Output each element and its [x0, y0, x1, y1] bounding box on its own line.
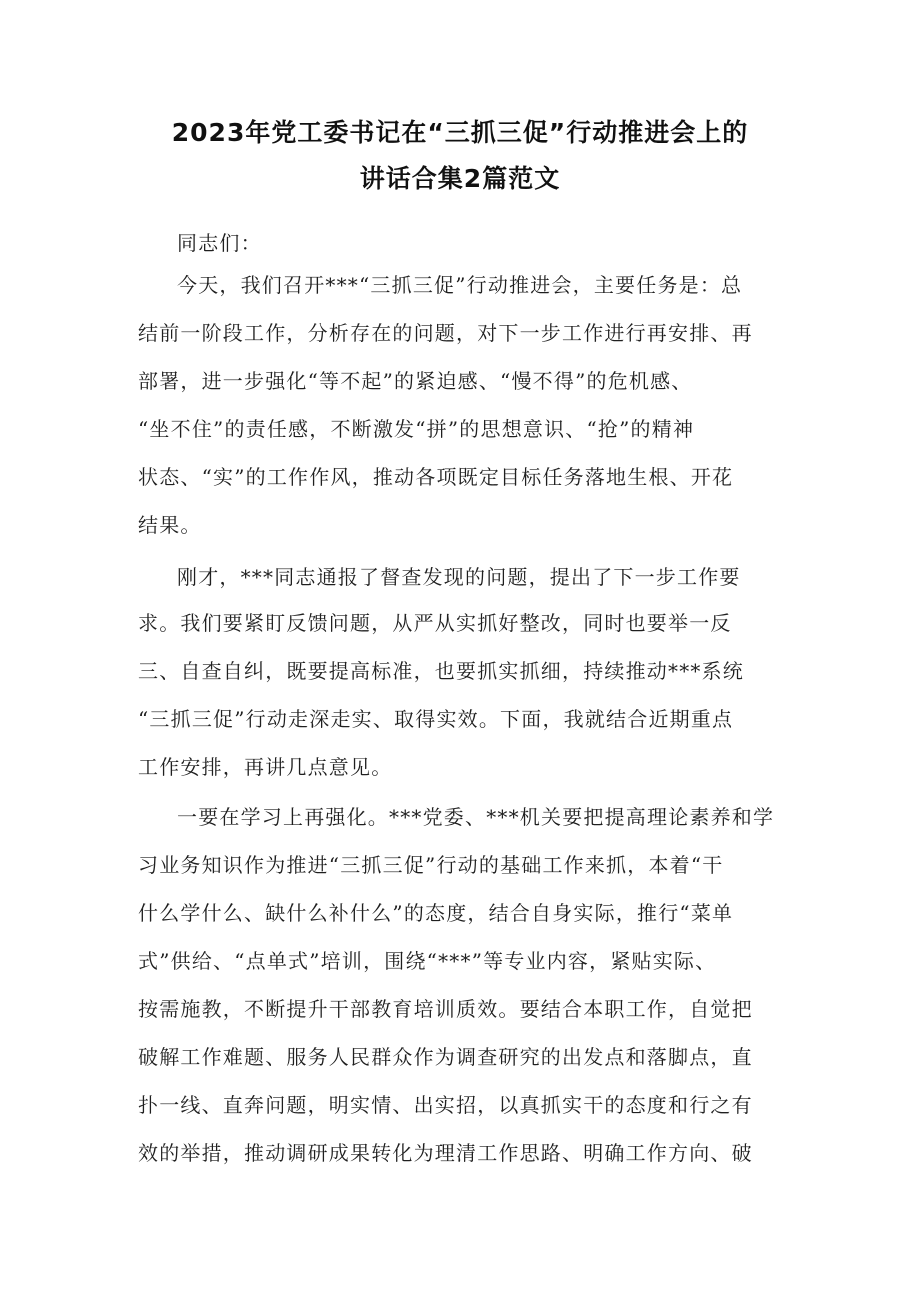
document-title-line-1: 2023年党工委书记在“三抓三促”行动推进会上的 [171, 118, 749, 147]
paragraph-3-line-4: 式”供给、“点单式”培训，围绕“***”等专业内容，紧贴实际、 [138, 949, 717, 973]
document-title-line-2: 讲话合集2篇范文 [359, 164, 561, 193]
paragraph-3-line-1: 一要在学习上再强化。***党委、***机关要把提高理论素养和学 [177, 805, 775, 829]
paragraph-3-line-5: 按需施教，不断提升干部教育培训质效。要结合本职工作，自觉把 [138, 997, 753, 1021]
paragraph-3-line-8: 效的举措，推动调研成果转化为理清工作思路、明确工作方向、破 [138, 1141, 753, 1165]
paragraph-2-line-2: 求。我们要紧盯反馈问题，从严从实抓好整改，同时也要举一反 [138, 611, 732, 635]
paragraph-2-line-4: “三抓三促”行动走深走实、取得实效。下面，我就结合近期重点 [138, 707, 734, 731]
paragraph-1-line-6: 结果。 [138, 513, 202, 537]
salutation: 同志们： [177, 231, 262, 255]
paragraph-1-line-5: 状态、“实”的工作作风，推动各项既定目标任务落地生根、开花 [138, 465, 734, 489]
paragraph-3-line-3: 什么学什么、缺什么补什么”的态度，结合自身实际，推行“菜单 [138, 901, 734, 925]
paragraph-1-line-1: 今天，我们召开***“三抓三促”行动推进会，主要任务是：总 [177, 273, 743, 297]
paragraph-2-line-5: 工作安排，再讲几点意见。 [138, 755, 393, 779]
paragraph-2-line-3: 三、自查自纠，既要提高标准，也要抓实抓细，持续推动***系统 [138, 659, 744, 683]
paragraph-3-line-6: 破解工作难题、服务人民群众作为调查研究的出发点和落脚点，直 [138, 1045, 753, 1069]
paragraph-1-line-3: 部署，进一步强化“等不起”的紧迫感、“慢不得”的危机感、 [138, 369, 693, 393]
paragraph-2-line-1: 刚才，***同志通报了督查发现的问题，提出了下一步工作要 [177, 565, 741, 589]
paragraph-3-line-2: 习业务知识作为推进“三抓三促”行动的基础工作来抓，本着“干 [138, 853, 724, 877]
paragraph-1-line-2: 结前一阶段工作，分析存在的问题，对下一步工作进行再安排、再 [138, 321, 753, 345]
paragraph-1-line-4: “坐不住”的责任感，不断激发“拼”的思想意识、“抢”的精神 [138, 417, 695, 441]
paragraph-3-line-7: 扑一线、直奔问题，明实情、出实招，以真抓实干的态度和行之有 [138, 1093, 753, 1117]
